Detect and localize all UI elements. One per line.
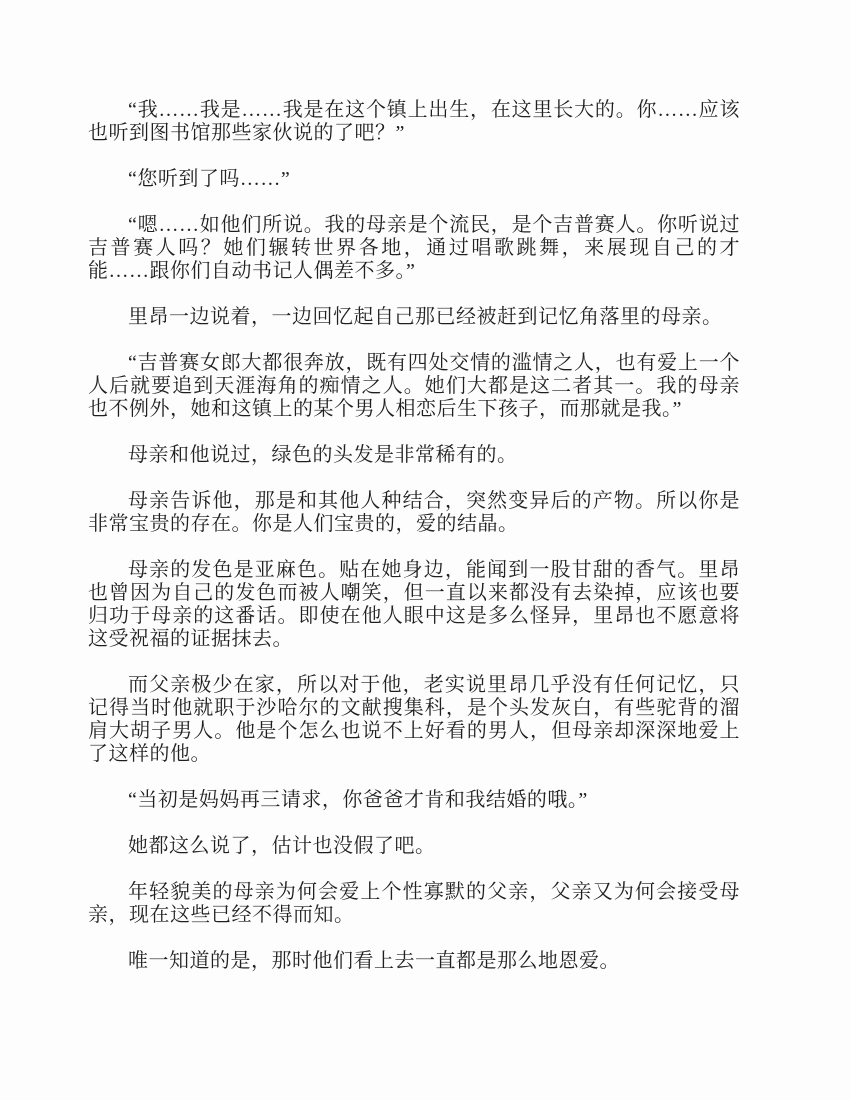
paragraph: 母亲的发色是亚麻色。贴在她身边，能闻到一股甘甜的香气。里昂也曾因为自己的发色而被人嘲笑，但一直以来都没有去染掉，应该也要归功于母亲的这番话。即使在他人眼中这是多么怪异，里昂也不愿意将这受祝福的证据抹去。 — [88, 559, 740, 650]
paragraph: “我……我是……我是在这个镇上出生，在这里长大的。你……应该也听到图书馆那些家伙说的了吧？” — [88, 99, 740, 144]
paragraph: 年轻貌美的母亲为何会爱上个性寡默的父亲，父亲又为何会接受母亲，现在这些已经不得而知。 — [88, 881, 740, 926]
paragraph: 母亲告诉他，那是和其他人种结合，突然变异后的产物。所以你是非常宝贵的存在。你是人们宝贵的，爱的结晶。 — [88, 490, 740, 535]
paragraph: “当初是妈妈再三请求，你爸爸才肯和我结婚的哦。” — [128, 789, 588, 811]
paragraph: 而父亲极少在家，所以对于他，老实说里昂几乎没有任何记忆，只记得当时他就职于沙哈尔的文献搜集科，是个头发灰白，有些驼背的溜肩大胡子男人。他是个怎么也说不上好看的男人，但母亲却深深地爱上了这样的他。 — [88, 674, 740, 765]
paragraph: 里昂一边说着，一边回忆起自己那已经被赶到记忆角落里的母亲。 — [128, 306, 723, 328]
text-column — [88, 88, 740, 996]
paragraph: 母亲和他说过，绿色的头发是非常稀有的。 — [128, 444, 518, 466]
paragraph: “吉普赛女郎大都很奔放，既有四处交情的滥情之人，也有爱上一个人后就要追到天涯海角的痴情之人。她们大都是这二者其一。我的母亲也不例外，她和这镇上的某个男人相恋后生下孩子，而那就是我。” — [88, 352, 740, 420]
paragraph: 她都这么说了，估计也没假了吧。 — [128, 835, 436, 857]
paragraph: “嗯……如他们所说。我的母亲是个流民，是个吉普赛人。你听说过吉普赛人吗？她们辗转世界各地，通过唱歌跳舞，来展现自己的才能……跟你们自动书记人偶差不多。” — [88, 214, 740, 282]
paragraph: 唯一知道的是，那时他们看上去一直都是那么地恩爱。 — [128, 950, 620, 972]
paragraph: “您听到了吗……” — [128, 168, 291, 190]
